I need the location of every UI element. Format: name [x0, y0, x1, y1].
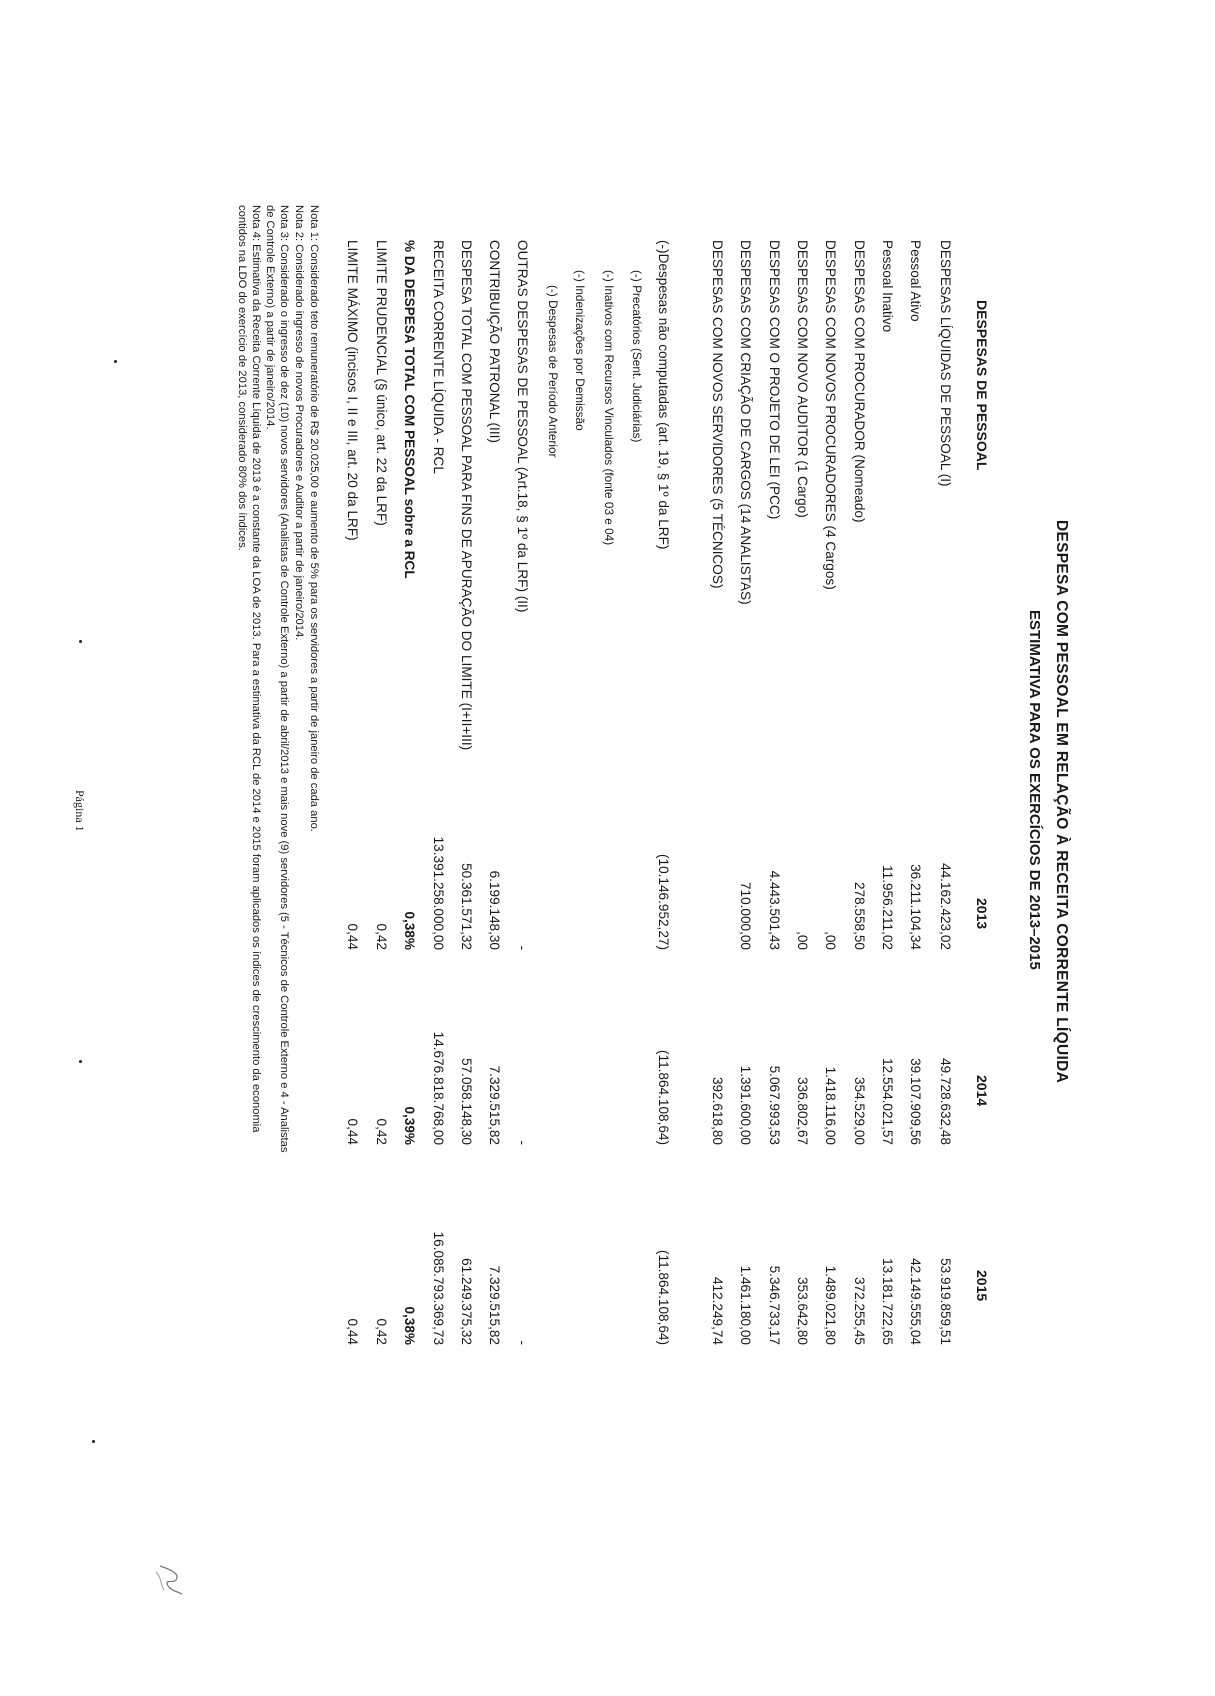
cell-2014: 5.067.993,53 [767, 1065, 782, 1145]
cell-2013: 0,42 [374, 923, 389, 950]
cell-2015: 0,44 [345, 1318, 360, 1345]
cell-2015: 13.181.722,65 [880, 1258, 895, 1345]
table-row [901, 0, 923, 1696]
cell-2015: 353.642,80 [795, 1276, 810, 1345]
cell-2015: 0,42 [374, 1318, 389, 1345]
cell-2015: 5.346.733,17 [767, 1265, 782, 1345]
table-row [622, 0, 644, 1696]
cell-2015: 1.489.021,80 [823, 1265, 838, 1345]
scan-speck [92, 1440, 95, 1443]
scan-speck [114, 360, 117, 363]
cell-2013: ,00 [823, 931, 838, 950]
cell-2014: (11.864.108,64) [656, 1050, 671, 1145]
document-subtitle: ESTIMATIVA PARA OS EXERCÍCIOS DE 2013–2015 [1026, 610, 1043, 970]
section-header: DESPESAS DE PESSOAL [974, 300, 990, 471]
year-header-2013: 2013 [974, 898, 990, 930]
table-row [538, 0, 560, 1696]
cell-2014: 1.418.116,00 [823, 1066, 838, 1145]
row-label: DESPESAS COM O PROJETO DE LEI (PCC) [767, 240, 782, 520]
cell-2013: 44.162.423,02 [938, 863, 953, 950]
row-label: DESPESAS COM NOVOS PROCURADORES (4 Cargos) [823, 240, 838, 590]
table-row [367, 0, 389, 1696]
cell-2013: 11.956.211,02 [880, 865, 895, 950]
cell-2013: 710.000,00 [738, 881, 753, 950]
row-label: RECEITA CORRENTE LÍQUIDA - RCL [431, 240, 446, 474]
cell-2014: 336.802,67 [795, 1076, 810, 1145]
row-label: LIMITE PRUDENCIAL (§ único, art. 22 da LRF) [374, 240, 389, 526]
table-row [480, 0, 502, 1696]
cell-2014: 0,39% [402, 1106, 417, 1145]
cell-2014: 354.529,00 [852, 1076, 867, 1145]
row-label: (-) Inativos com Recursos Vinculados (fonte 03 e 04) [602, 270, 616, 546]
row-label: DESPESAS COM PROCURADOR (Nomeado) [852, 240, 867, 523]
cell-2013: 6.199.148,30 [487, 870, 502, 950]
row-label: CONTRIBUIÇÃO PATRONAL (III) [487, 240, 502, 443]
cell-2013: (10.146.952,27) [656, 854, 671, 950]
cell-2013: ,00 [795, 931, 810, 950]
note-line: Nota 3: Considerado o ingresso de dez (10) novos servidores (Analistas de Controle Externo) a partir de abril/2013 e mais nove (9) servidores (5 - Técnicos de Controle Externo e 4 - Analistas [278, 205, 290, 1153]
note-line: Nota 4: Estimativa da Receita Corrente Líquida de 2013 é a constante da LOA de 2013. Para a estimativa da RCL de 2014 e 2015 foram aplicados os índices de crescimento da economia [250, 205, 262, 1133]
row-label: LIMITE MÁXIMO (incisos I, II e III, art. 20 da LRF) [345, 240, 360, 541]
cell-2013: 0,44 [345, 923, 360, 950]
cell-2015: 1.461.180,00 [738, 1265, 753, 1345]
row-label: Pessoal Ativo [908, 240, 923, 322]
cell-2015: 53.919.859,51 [938, 1258, 953, 1345]
row-label: (-) Precatórios (Sent. Judiciárias) [630, 270, 644, 443]
cell-2014: 1.391.600,00 [738, 1065, 753, 1145]
cell-2015: 372.255,45 [852, 1276, 867, 1345]
cell-2014: 14.676.818.768,00 [431, 1031, 446, 1145]
row-label: (-) Despesas de Período Anterior [546, 285, 560, 458]
table-row [338, 0, 360, 1696]
cell-2015: 412.249,74 [710, 1276, 725, 1345]
cell-2013: 13.391.258.000,00 [431, 836, 446, 950]
table-row [508, 0, 530, 1696]
cell-2013: 36.211.104,34 [908, 864, 923, 950]
table-row [395, 0, 417, 1696]
row-label: OUTRAS DESPESAS DE PESSOAL (Art.18, § 1º da LRF) (II) [515, 240, 530, 613]
cell-2014: 49.728.632,48 [938, 1058, 953, 1145]
row-label: DESPESAS COM NOVOS SERVIDORES (5 TÉCNICOS) [710, 240, 725, 589]
cell-2013: - [515, 945, 530, 950]
cell-2015: 42.149.555,04 [908, 1258, 923, 1345]
cell-2014: 57.058.148,30 [459, 1058, 474, 1145]
table-row [873, 0, 895, 1696]
table-row [703, 0, 725, 1696]
cell-2014: 12.554.021,57 [880, 1058, 895, 1145]
cell-2014: 7.329.515,82 [487, 1065, 502, 1145]
year-header-2015: 2015 [974, 1270, 990, 1302]
handwritten-initials [150, 1560, 190, 1600]
note-line: Nota 2: Considerado ingresso de novos Procuradores e Auditor a partir de janeiro/2014. [293, 205, 305, 641]
cell-2015: 7.329.515,82 [487, 1265, 502, 1345]
table-row [565, 0, 587, 1696]
cell-2015: 61.249.375,32 [459, 1258, 474, 1345]
cell-2015: - [515, 1340, 530, 1345]
cell-2015: 0,38% [402, 1306, 417, 1345]
cell-2015: (11.864.108,64) [656, 1250, 671, 1345]
row-label: DESPESAS LÍQUIDAS DE PESSOAL (I) [938, 240, 953, 487]
table-row [845, 0, 867, 1696]
table-row [594, 0, 616, 1696]
note-line: de Controle Externo) a partir de janeiro/2014. [264, 205, 276, 430]
table-row [424, 0, 446, 1696]
cell-2014: 39.107.909,56 [908, 1058, 923, 1145]
row-label: (-) Indenizações por Demissão [573, 270, 587, 431]
cell-2014: 0,42 [374, 1118, 389, 1145]
document-title: DESPESA COM PESSOAL EM RELAÇÃO À RECEITA CORRENTE LÍQUIDA [1053, 520, 1070, 1084]
cell-2014: - [515, 1140, 530, 1145]
page-number: Página 1 [73, 790, 87, 832]
row-label: DESPESAS COM CRIAÇÃO DE CARGOS (14 ANALISTAS) [738, 240, 753, 605]
scan-speck [79, 1060, 82, 1063]
table-row [452, 0, 474, 1696]
table-row [931, 0, 953, 1696]
row-label: % DA DESPESA TOTAL COM PESSOAL sobre a RCL [402, 240, 417, 579]
cell-2015: 16.085.793.369,73 [431, 1231, 446, 1345]
table-row [760, 0, 782, 1696]
note-line: contidos na LDO do exercício de 2013, considerado 80% dos índices. [236, 205, 248, 551]
scan-speck [79, 640, 82, 643]
note-line: Nota 1: Considerado teto remuneratório de R$ 20.025,00 e aumento de 5% para os servidores a partir de janeiro de cada ano. [308, 205, 320, 832]
cell-2013: 4.443.501,43 [767, 870, 782, 950]
year-header-2014: 2014 [974, 1075, 990, 1107]
table-row [731, 0, 753, 1696]
row-label: Pessoal Inativo [880, 240, 895, 333]
cell-2013: 0,38% [402, 911, 417, 950]
row-label: (-)Despesas não computadas (art. 19, § 1º da LRF) [656, 240, 671, 550]
table-row [649, 0, 671, 1696]
table-row [816, 0, 838, 1696]
cell-2014: 392.618,80 [710, 1076, 725, 1145]
cell-2014: 0,44 [345, 1118, 360, 1145]
row-label: DESPESA TOTAL COM PESSOAL PARA FINS DE APURAÇÃO DO LIMITE (I+II+III) [459, 240, 474, 751]
row-label: DESPESAS COM NOVO AUDITOR (1 Cargo) [795, 240, 810, 518]
cell-2013: 278.558,50 [852, 881, 867, 950]
cell-2013: 50.361.571,32 [459, 863, 474, 950]
table-row [788, 0, 810, 1696]
